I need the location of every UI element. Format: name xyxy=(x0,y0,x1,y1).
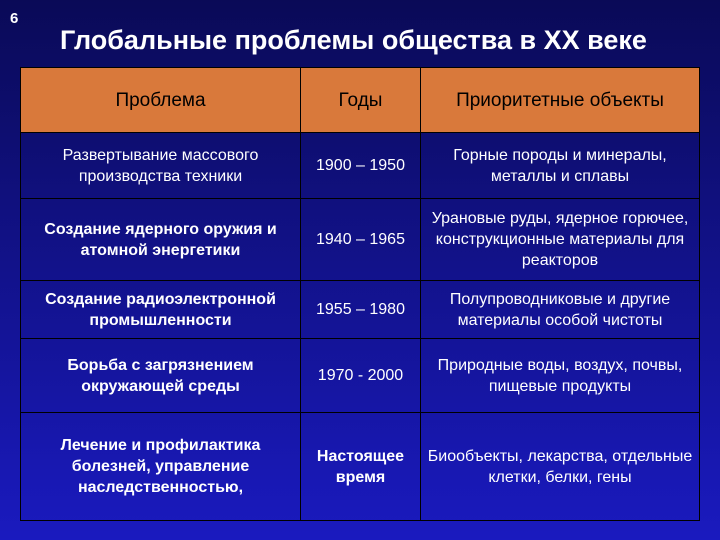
header-objects: Приоритетные объекты xyxy=(421,68,700,133)
cell-objects: Природные воды, воздух, почвы, пищевые продукты xyxy=(421,339,700,413)
cell-years: 1970 - 2000 xyxy=(301,339,421,413)
table-row xyxy=(21,281,700,339)
cell-years: 1940 – 1965 xyxy=(301,199,421,281)
header-problem: Проблема xyxy=(21,68,301,133)
problems-table xyxy=(20,67,700,521)
cell-problem: Лечение и профилактика болезней, управление наследственностью, xyxy=(21,413,301,521)
table-header-row xyxy=(21,68,700,133)
cell-years: 1900 – 1950 xyxy=(301,133,421,199)
cell-problem: Создание радиоэлектронной промышленности xyxy=(21,281,301,339)
header-years: Годы xyxy=(301,68,421,133)
slide-number: 6 xyxy=(10,10,19,27)
cell-objects: Урановые руды, ядерное горючее, конструкционные материалы для реакторов xyxy=(421,199,700,281)
cell-problem: Развертывание массового производства техники xyxy=(21,133,301,199)
table-row xyxy=(21,133,700,199)
cell-objects: Горные породы и минералы, металлы и сплавы xyxy=(421,133,700,199)
table-row xyxy=(21,339,700,413)
cell-problem: Борьба с загрязнением окружающей среды xyxy=(21,339,301,413)
slide-title: Глобальные проблемы общества в ХХ веке xyxy=(60,25,647,55)
table-row xyxy=(21,199,700,281)
cell-problem: Создание ядерного оружия и атомной энергетики xyxy=(21,199,301,281)
cell-years: Настоящее время xyxy=(301,413,421,521)
cell-objects: Биообъекты, лекарства, отдельные клетки, белки, гены xyxy=(421,413,700,521)
cell-years: 1955 – 1980 xyxy=(301,281,421,339)
table-row xyxy=(21,413,700,521)
cell-objects: Полупроводниковые и другие материалы особой чистоты xyxy=(421,281,700,339)
